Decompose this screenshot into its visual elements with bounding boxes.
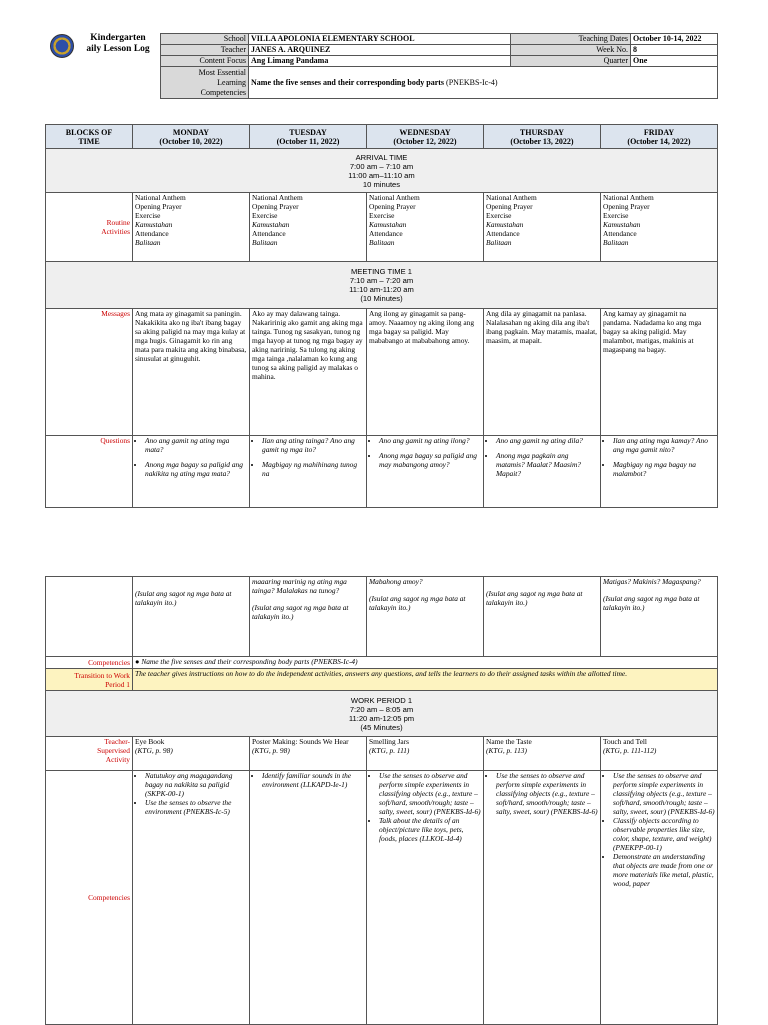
- competencies-label: Competencies: [46, 657, 133, 669]
- day-header-tuesday: [250, 125, 367, 149]
- routine-item: Balitaan: [369, 238, 395, 247]
- routine-item: Kamustahan: [369, 220, 407, 229]
- tsa-label: [46, 737, 133, 771]
- question-cell: [133, 436, 250, 508]
- meeting-time-band: [46, 262, 718, 309]
- day-header-thursday: [484, 125, 601, 149]
- work-period-band: [46, 691, 718, 737]
- question-item: • Ilan ang ating tainga? Ano ang gamit ng mga ito?: [262, 436, 364, 454]
- question-item: • Ano ang gamit ng ating ilong?: [379, 436, 481, 445]
- tsa-label-3: Activity: [105, 755, 130, 764]
- question-item: • Ano ang gamit ng ating dila?: [496, 436, 598, 445]
- competency-item: • Identify familiar sounds in the environment (LLKAPD-Ie-1): [262, 771, 364, 789]
- mel-label-1: Most Essential: [198, 67, 246, 77]
- routine-cell: [367, 193, 484, 262]
- routine-item: Kamustahan: [603, 220, 641, 229]
- transition-label-2: Period 1: [105, 679, 130, 689]
- day-header-friday: [601, 125, 718, 149]
- continued-question: Matigas? Makinis? Magaspang?: [603, 577, 701, 586]
- routine-item: Exercise: [603, 211, 629, 220]
- continued-cell: [133, 577, 250, 657]
- routine-item: Kamustahan: [135, 220, 173, 229]
- tsa-name: Smelling Jars: [369, 737, 410, 746]
- tsa-label-2: Supervised: [97, 746, 130, 755]
- question-cell: [367, 436, 484, 508]
- question-item: • Anong mga bagay sa paligid ang nakikita ng ating mga mata?: [145, 460, 247, 478]
- week-value: 8: [631, 45, 718, 56]
- routine-item: Attendance: [369, 229, 403, 238]
- day-date: (October 14, 2022): [627, 136, 691, 146]
- log-title-line2: aily Lesson Log: [86, 44, 150, 54]
- competency-cell: [250, 771, 367, 1025]
- competency-item: • Use the senses to observe the environment (PNEKBS-Ic-5): [145, 798, 247, 816]
- dates-label: Teaching Dates: [511, 34, 631, 45]
- day-date: (October 13, 2022): [510, 136, 574, 146]
- continued-note: (Isulat ang sagot ng mga bata at talakayin ito.): [603, 594, 700, 612]
- routine-item: Opening Prayer: [135, 202, 182, 211]
- continued-cell: [367, 577, 484, 657]
- mel-label-2: Learning: [217, 77, 246, 87]
- competency-cell: [133, 771, 250, 1025]
- band-line: (10 Minutes): [360, 294, 403, 303]
- message-cell: Ang dila ay ginagamit na panlasa. Nalalasahan ng aking dila ang iba't ibang pagkain. May matamis, maalat, maasim, at mapait.: [484, 309, 601, 436]
- tsa-ref: (KTG, p. 111): [369, 746, 410, 755]
- routine-item: Balitaan: [252, 238, 278, 247]
- tsa-name: Poster Making: Sounds We Hear: [252, 737, 349, 746]
- tsa-ref: (KTG, p. 111-112): [603, 746, 657, 755]
- band-line: 11:10 am-11:20 am: [349, 285, 414, 294]
- message-cell: Ang ilong ay ginagamit sa pang-amoy. Naaamoy ng aking ilong ang mga bagay sa paligid. May mababango at mababahong amoy.: [367, 309, 484, 436]
- tsa-ref: (KTG, p. 98): [135, 746, 173, 755]
- mel-label-3: Competencies: [200, 87, 246, 97]
- band-line: ARRIVAL TIME: [355, 152, 408, 162]
- routine-item: Attendance: [603, 229, 637, 238]
- routine-item: Attendance: [252, 229, 286, 238]
- tsa-cell: [601, 737, 718, 771]
- competency-cell: [367, 771, 484, 1025]
- transition-text: The teacher gives instructions on how to do the independent activities, answers any questions, and tells the learners to do their assigned tasks within the allotted time.: [133, 669, 718, 691]
- routine-item: Exercise: [135, 211, 161, 220]
- continued-cell: [484, 577, 601, 657]
- lesson-table-page2: [45, 576, 718, 1025]
- routine-item: Opening Prayer: [486, 202, 533, 211]
- continued-question: Mabahong amoy?: [369, 577, 423, 586]
- question-item: • Magbigay ng mahihinang tunog na: [262, 460, 364, 478]
- band-line: MEETING TIME 1: [350, 267, 413, 276]
- continued-cell: [601, 577, 718, 657]
- band-line: 11:20 am-12:05 pm: [348, 713, 415, 723]
- day-header-monday: [133, 125, 250, 149]
- transition-label: [46, 669, 133, 691]
- day-date: (October 11, 2022): [276, 136, 340, 146]
- competency-item: • Use the senses to observe and perform simple experiments in classifying objects (e.g., texture – soft/hard, smooth/rough; taste – salty, sweet, sour) (PNEKBS-Id-6): [496, 771, 598, 816]
- blocks-label-2: TIME: [78, 136, 100, 146]
- tsa-cell: [484, 737, 601, 771]
- day-name: MONDAY: [172, 127, 210, 137]
- mel-label: [161, 67, 249, 99]
- transition-label-1: Transition to Work: [74, 670, 130, 680]
- tsa-name: Touch and Tell: [603, 737, 647, 746]
- routine-item: Exercise: [486, 211, 512, 220]
- band-line: 7:00 am – 7:10 am: [349, 161, 414, 171]
- tsa-cell: [367, 737, 484, 771]
- question-cell: [484, 436, 601, 508]
- competency-item: • Use the senses to observe and perform simple experiments in classifying objects (e.g., texture – soft/hard, smooth/rough; taste – salty, sweet, sour) (PNEKBS-Id-6): [613, 771, 715, 816]
- log-title: [78, 33, 158, 55]
- routine-cell: [133, 193, 250, 262]
- continued-note: (Isulat ang sagot ng mga bata at talakayin ito.): [252, 603, 349, 621]
- blocks-label-1: BLOCKS OF: [65, 127, 113, 137]
- routine-item: Attendance: [486, 229, 520, 238]
- routine-label-1: Routine: [106, 218, 130, 227]
- message-cell: Ako ay may dalawang tainga. Nakaririnig ako gamit ang aking mga tainga. Tunog ng sasakyan, tunog ng mga hayop at tunog ng mga bagay ay aking naririnig. Sa tulong ng aking mga tainga ,nalalaman ko kung ang tunog sa aking paligid ay malakas o mahina.: [250, 309, 367, 436]
- continued-note: (Isulat ang sagot ng mga bata at talakayin ito.): [369, 594, 466, 612]
- routine-item: Balitaan: [135, 238, 161, 247]
- band-line: 7:10 am – 7:20 am: [349, 276, 414, 285]
- school-label: School: [161, 34, 249, 45]
- dates-value: October 10-14, 2022: [631, 34, 718, 45]
- school-value: VILLA APOLONIA ELEMENTARY SCHOOL: [249, 34, 511, 45]
- routine-item: National Anthem: [603, 193, 654, 202]
- continued-note: (Isulat ang sagot ng mga bata at talakayin ito.): [135, 589, 232, 607]
- routine-label: [46, 193, 133, 262]
- question-item: • Ano ang gamit ng ating mga mata?: [145, 436, 247, 454]
- band-line: 7:20 am – 8:05 am: [349, 704, 414, 714]
- question-cell: [601, 436, 718, 508]
- day-header-wednesday: [367, 125, 484, 149]
- routine-item: Opening Prayer: [252, 202, 299, 211]
- routine-cell: [601, 193, 718, 262]
- competency-cell: [601, 771, 718, 1025]
- continued-question: maaaring marinig ng ating mga tainga? Malalakas na tunog?: [252, 577, 347, 595]
- competency-row-cell: ● Name the five senses and their corresponding body parts (PNEKBS-Ic-4): [133, 657, 718, 669]
- routine-item: Opening Prayer: [369, 202, 416, 211]
- routine-item: Balitaan: [486, 238, 512, 247]
- message-cell: Ang kamay ay ginagamit na pandama. Nadadama ko ang mga bagay sa aking paligid. May malambot, matigas, makinis at magaspang na bagay.: [601, 309, 718, 436]
- messages-label: Messages: [46, 309, 133, 436]
- log-title-line1: Kindergarten: [90, 33, 146, 43]
- routine-cell: [250, 193, 367, 262]
- band-line: WORK PERIOD 1: [350, 695, 413, 705]
- competency-text: Name the five senses and their corresponding body parts (PNEKBS-Ic-4): [141, 657, 358, 666]
- question-item: • Ilan ang ating mga kamay? Ano ang mga gamit nito?: [613, 436, 715, 454]
- competency-item: • Use the senses to observe and perform simple experiments in classifying objects (e.g., texture – soft/hard, smooth/rough; taste – salty, sweet, sour) (PNEKBS-Id-6): [379, 771, 481, 816]
- routine-item: Balitaan: [603, 238, 629, 247]
- day-name: TUESDAY: [289, 127, 327, 137]
- teacher-label: Teacher: [161, 45, 249, 56]
- routine-label-2: Activities: [101, 227, 130, 236]
- competencies-label-2: Competencies: [46, 771, 133, 1025]
- tsa-name: Name the Taste: [486, 737, 532, 746]
- mel-code: (PNEKBS-Ic-4): [446, 77, 498, 87]
- routine-item: Kamustahan: [486, 220, 524, 229]
- tsa-cell: [133, 737, 250, 771]
- day-name: THURSDAY: [519, 127, 565, 137]
- continued-cell: [250, 577, 367, 657]
- question-item: • Anong mga bagay sa paligid ang may mabangong amoy?: [379, 451, 481, 469]
- question-cell: [250, 436, 367, 508]
- teacher-value: JANES A. ARQUINEZ: [249, 45, 511, 56]
- day-name: FRIDAY: [643, 127, 675, 137]
- routine-item: National Anthem: [135, 193, 186, 202]
- continued-label: [46, 577, 133, 657]
- focus-value: Ang Limang Pandama: [249, 56, 511, 67]
- tsa-name: Eye Book: [135, 737, 165, 746]
- tsa-cell: [250, 737, 367, 771]
- day-date: (October 12, 2022): [393, 136, 457, 146]
- competency-item: • Classify objects according to observable properties like size, color, shape, texture, and weight) (PNEKPP-00-1): [613, 816, 715, 852]
- day-name: WEDNESDAY: [399, 127, 451, 137]
- day-date: (October 10, 2022): [159, 136, 223, 146]
- routine-item: National Anthem: [369, 193, 420, 202]
- band-line: 11:00 am–11:10 am: [348, 170, 415, 180]
- tsa-ref: (KTG, p. 98): [252, 746, 290, 755]
- mel-text: Name the five senses and their corresponding body parts: [251, 77, 445, 87]
- routine-item: Exercise: [252, 211, 278, 220]
- routine-item: Opening Prayer: [603, 202, 650, 211]
- header-info-table: [160, 33, 718, 99]
- routine-item: National Anthem: [252, 193, 303, 202]
- questions-label: Questions: [46, 436, 133, 508]
- blocks-of-time-header: [46, 125, 133, 149]
- question-item: • Anong mga pagkain ang matamis? Maalat? Maasim? Mapait?: [496, 451, 598, 478]
- question-item: • Magbigay ng mga bagay na malambot?: [613, 460, 715, 478]
- tsa-ref: (KTG, p. 113): [486, 746, 527, 755]
- arrival-time-band: [46, 149, 718, 193]
- lesson-table-page1: [45, 124, 718, 508]
- deped-seal-logo: [50, 34, 74, 58]
- week-label: Week No.: [511, 45, 631, 56]
- message-cell: Ang mata ay ginagamit sa paningin. Nakakikita ako ng iba't ibang bagay sa aking paligid na may mga kulay at mga hugis. Ginagamit ko rin ang mata para makita ang aking binabasa, sinusulat at ginuguhit.: [133, 309, 250, 436]
- focus-label: Content Focus: [161, 56, 249, 67]
- routine-item: Attendance: [135, 229, 169, 238]
- routine-item: Kamustahan: [252, 220, 290, 229]
- routine-item: National Anthem: [486, 193, 537, 202]
- continued-note: (Isulat ang sagot ng mga bata at talakayin ito.): [486, 589, 583, 607]
- quarter-value: One: [631, 56, 718, 67]
- tsa-label-1: Teacher-: [104, 737, 130, 746]
- routine-item: Exercise: [369, 211, 395, 220]
- routine-cell: [484, 193, 601, 262]
- competency-item: • Demonstrate an understanding that objects are made from one or more materials like metal, plastic, wood, paper: [613, 852, 715, 888]
- competency-cell: [484, 771, 601, 1025]
- band-line: 10 minutes: [362, 179, 401, 189]
- band-line: (45 Minutes): [360, 722, 403, 732]
- quarter-label: Quarter: [511, 56, 631, 67]
- competency-item: • Talk about the details of an object/picture like toys, pets, foods, places (LLKOL-Id-4): [379, 816, 481, 843]
- competency-item: • Natutukoy ang magagandang bagay na nakikita sa paligid (SKPK-00-1): [145, 771, 247, 798]
- mel-value: [249, 67, 718, 99]
